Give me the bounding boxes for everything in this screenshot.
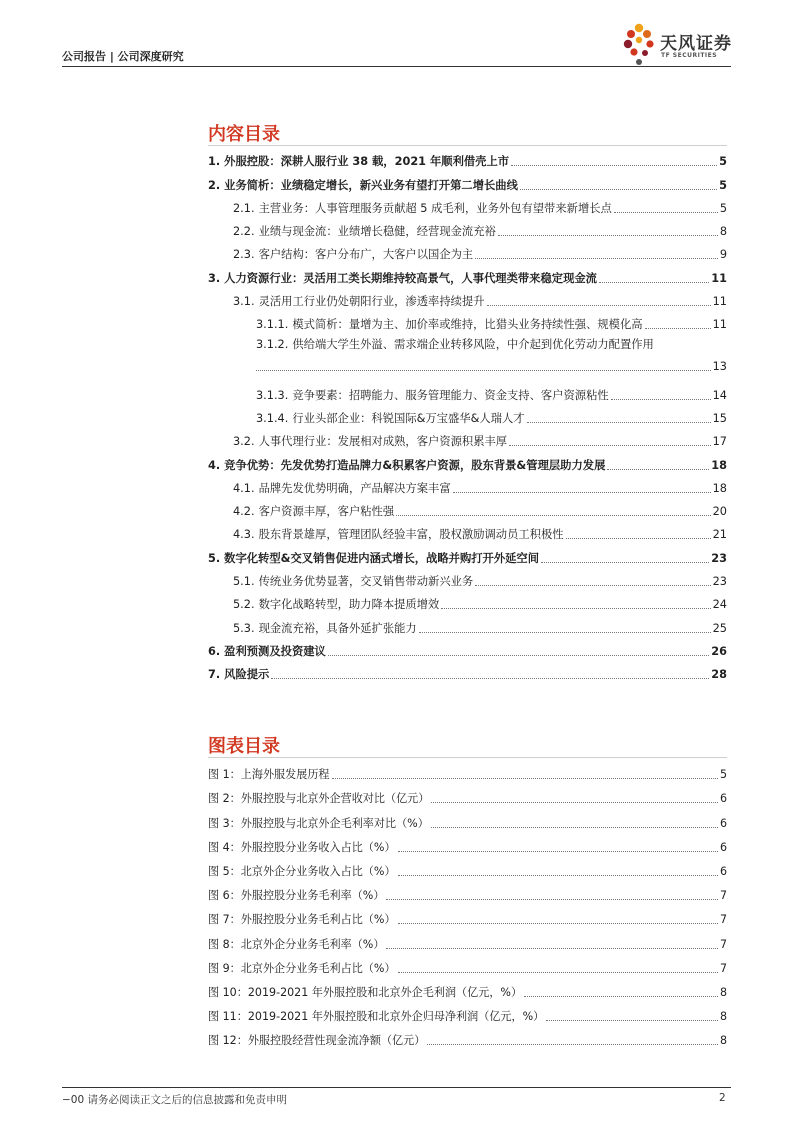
figure-list-title: 图表目录 [208,736,280,757]
figure-entry-page: 6 [719,840,727,854]
dot-leader [509,445,711,446]
toc-entry-page: 17 [712,435,727,449]
toc-entry[interactable] [208,566,727,589]
dot-leader [599,282,709,283]
figure-entry[interactable] [208,758,727,782]
toc-entry-page: 18 [712,481,727,495]
dot-leader [475,585,710,586]
toc-entry-number: 3.1.3. [256,388,289,402]
dot-leader [520,189,717,190]
toc-entry-page: 11 [712,318,727,332]
toc-entry-page: 21 [712,528,727,542]
figure-entry[interactable] [208,879,727,903]
dot-leader [271,678,709,679]
figure-entry-title: 图 4：外服控股分业务收入占比（%） [208,840,396,854]
toc-entry-title: 人力资源行业：灵活用工类长期维持较高景气，人事代理类带来稳定现金流 [224,271,597,285]
dot-leader [475,258,718,259]
toc-entry-title: 客户结构：客户分布广，大客户以国企为主 [258,248,474,262]
toc-entry-page: 23 [712,575,727,589]
figure-entry-title: 图 6：外服控股分业务毛利率（%） [208,889,385,903]
dot-leader [398,851,718,852]
dot-leader [431,827,718,828]
toc-entry-title: 人事代理行业：发展相对成熟，客户资源积累丰厚 [258,435,508,449]
toc-entry[interactable] [208,542,727,565]
toc-entry-number: 3.1.4. [256,411,289,425]
logo-chinese-name: 天风证券 [660,34,732,54]
dot-leader [256,370,711,371]
figure-entry[interactable] [208,952,727,976]
toc-entry[interactable] [208,636,727,659]
toc-entry-number: 7. [208,668,221,682]
toc-entry-title: 竞争优势：先发优势打造品牌力&积累客户资源，股东背景&管理层助力发展 [224,458,606,472]
page-number: 2 [719,1092,726,1104]
toc-entry-page: 8 [719,225,727,239]
dot-leader [398,923,718,924]
toc-entry[interactable] [208,146,727,169]
toc-entry[interactable] [208,403,727,426]
figure-entry[interactable] [208,976,727,1000]
report-type-label: 公司报告 | 公司深度研究 [62,50,184,63]
dot-leader [398,972,718,973]
toc-entry-page: 24 [712,598,727,612]
dot-leader [386,899,717,900]
toc-entry-page: 9 [719,248,727,262]
logo-flower-icon [620,22,658,68]
toc-entry-number: 3.2. [233,435,255,449]
toc-entry-number: 5.3. [233,621,255,635]
dot-leader [332,778,718,779]
toc-list [208,146,727,682]
figure-entry-page: 6 [719,816,727,830]
toc-entry-page: 18 [711,458,727,472]
dot-leader [419,632,711,633]
toc-entry-number: 1. [208,155,221,169]
toc-entry-title: 业绩与现金流：业绩增长稳健，经营现金流充裕 [258,225,496,239]
figure-entry-title: 图 8：北京外企分业务毛利率（%） [208,937,385,951]
figure-entry-page: 7 [719,889,727,903]
toc-entry-page: 11 [712,295,727,309]
figure-entry[interactable] [208,782,727,806]
figure-entry-page: 7 [719,913,727,927]
toc-entry-number: 4.2. [233,505,255,519]
figure-entry-title: 图 3：外服控股与北京外企毛利率对比（%） [208,816,429,830]
figure-entry-title: 图 9：北京外企分业务毛利占比（%） [208,961,396,975]
toc-entry-number: 4.3. [233,528,255,542]
toc-entry[interactable] [208,239,727,262]
toc-entry-number: 5. [208,551,221,565]
dot-leader [498,235,718,236]
figure-entry[interactable] [208,831,727,855]
toc-entry-number: 2.1. [233,201,255,215]
figure-entry[interactable] [208,806,727,830]
toc-entry-number: 5.1. [233,575,255,589]
figure-entry-page: 8 [719,1034,727,1048]
toc-entry[interactable] [208,473,727,496]
figure-entry-page: 7 [719,937,727,951]
dot-leader [427,1044,718,1045]
dot-leader [614,212,718,213]
dot-leader [328,655,709,656]
dot-leader [386,948,717,949]
toc-entry-title: 行业头部企业：科锐国际&万宝盛华&人瑞人才 [292,411,525,425]
dot-leader [398,875,718,876]
toc-entry-title: 传统业务优势显著，交叉销售带动新兴业务 [258,575,474,589]
toc-entry-title: 模式简析：量增为主、加价率或维持，比猎头业务持续性强、规模化高 [292,318,643,332]
dot-leader [541,562,709,563]
toc-entry-title: 现金流充裕，具备外延扩张能力 [258,621,417,635]
footer-disclaimer: −00 请务必阅读正文之后的信息披露和免责申明 [62,1094,287,1106]
toc-entry[interactable] [208,309,727,332]
toc-entry[interactable] [208,589,727,612]
toc-entry-number: 5.2. [233,598,255,612]
toc-entry-page: 5 [719,155,727,169]
toc-entry-title: 外服控股：深耕人服行业 38 载，2021 年顺利借壳上市 [224,155,510,169]
footer-divider [62,1087,731,1088]
figure-entry-title: 图 7：外服控股分业务毛利占比（%） [208,913,396,927]
dot-leader [566,538,711,539]
figure-entry-page: 7 [719,961,727,975]
toc-entry-number: 4. [208,458,221,472]
figure-entry[interactable] [208,1024,727,1048]
toc-entry-page: 13 [712,360,727,374]
figure-list [208,758,727,1048]
toc-entry-title: 品牌先发优势明确，产品解决方案丰富 [258,481,451,495]
toc-entry-page: 15 [712,411,727,425]
figure-entry-title: 图 5：北京外企分业务收入占比（%） [208,864,396,878]
figure-entry-title: 图 11：2019-2021 年外服控股和北京外企归母净利润（亿元，%） [208,1010,545,1024]
dot-leader [487,305,711,306]
toc-entry-page: 25 [712,621,727,635]
toc-entry-number: 2.2. [233,225,255,239]
toc-entry-page: 11 [711,271,727,285]
toc-entry[interactable] [208,216,727,239]
toc-entry[interactable] [208,426,727,449]
toc-entry-number: 3.1.1. [256,318,289,332]
toc-entry[interactable] [208,286,727,309]
toc-entry[interactable] [208,449,727,472]
figure-entry-page: 8 [719,1010,727,1024]
toc-entry-number: 2. [208,178,221,192]
dot-leader [511,165,717,166]
dot-leader [524,996,718,997]
figure-entry-title: 图 10：2019-2021 年外服控股和北京外企毛利润（亿元，%） [208,985,523,999]
toc-entry[interactable] [208,379,727,402]
dot-leader [431,802,718,803]
dot-leader [527,422,711,423]
figure-entry-page: 6 [719,792,727,806]
toc-entry[interactable] [208,262,727,285]
toc-entry-number: 3. [208,271,221,285]
figure-entry[interactable] [208,927,727,951]
toc-entry-page: 26 [711,644,727,658]
figure-entry[interactable] [208,903,727,927]
toc-entry-title: 盈利预测及投资建议 [224,644,326,658]
figure-entry-title: 图 2：外服控股与北京外企营收对比（亿元） [208,792,430,806]
toc-entry-title: 供给端大学生外溢、需求端企业转移风险，中介起到优化劳动力配置作用 [292,338,654,352]
figure-entry-title: 图 1：上海外服发展历程 [208,768,330,782]
toc-entry-page: 20 [712,505,727,519]
toc-entry-title: 股东背景雄厚，管理团队经验丰富，股权激励调动员工积极性 [258,528,564,542]
toc-entry-title: 数字化转型&交叉销售促进内涵式增长，战略并购打开外延空间 [224,551,540,565]
toc-entry[interactable] [208,612,727,635]
figure-entry-page: 5 [719,768,727,782]
toc-entry-title: 风险提示 [224,668,270,682]
figure-entry-page: 6 [719,864,727,878]
toc-entry-page: 5 [719,178,727,192]
toc-entry[interactable] [208,659,727,682]
dot-leader [396,515,710,516]
figure-entry-title: 图 12：外服控股经营性现金流净额（亿元） [208,1034,426,1048]
toc-entry-title: 数字化战略转型，助力降本提质增效 [258,598,440,612]
toc-entry[interactable] [208,169,727,192]
toc-entry-title: 主营业务：人事管理服务贡献超 5 成毛利，业务外包有望带来新增长点 [258,201,612,215]
toc-entry-title: 灵活用工行业仍处朝阳行业，渗透率持续提升 [258,295,485,309]
toc-entry-page: 23 [711,551,727,565]
toc-entry-page: 28 [711,668,727,682]
toc-entry[interactable] [208,193,727,216]
dot-leader [453,492,711,493]
figure-entry[interactable] [208,855,727,879]
logo-english-name: TF SECURITIES [661,52,718,59]
toc-entry[interactable] [208,519,727,542]
tf-securities-logo [620,22,735,68]
toc-entry-title: 业务简析：业绩稳定增长，新兴业务有望打开第二增长曲线 [224,178,518,192]
toc-entry-page: 5 [719,201,727,215]
toc-entry-number: 2.3. [233,248,255,262]
dot-leader [441,608,710,609]
toc-entry-title: 竞争要素：招聘能力、服务管理能力、资金支持、客户资源粘性 [292,388,609,402]
dot-leader [607,469,709,470]
figure-entry[interactable] [208,1000,727,1024]
toc-entry-title: 客户资源丰厚，客户粘性强 [258,505,395,519]
toc-entry-page: 14 [712,388,727,402]
dot-leader [546,1020,718,1021]
toc-entry[interactable] [208,496,727,519]
dot-leader [611,399,711,400]
dot-leader [645,328,711,329]
toc-entry-number: 4.1. [233,481,255,495]
figure-entry-page: 8 [719,985,727,999]
toc-entry-number: 6. [208,644,221,658]
toc-entry-number: 3.1. [233,295,255,309]
toc-entry-number: 3.1.2. [256,338,289,352]
toc-entry[interactable] [208,332,727,379]
toc-title: 内容目录 [208,124,280,145]
